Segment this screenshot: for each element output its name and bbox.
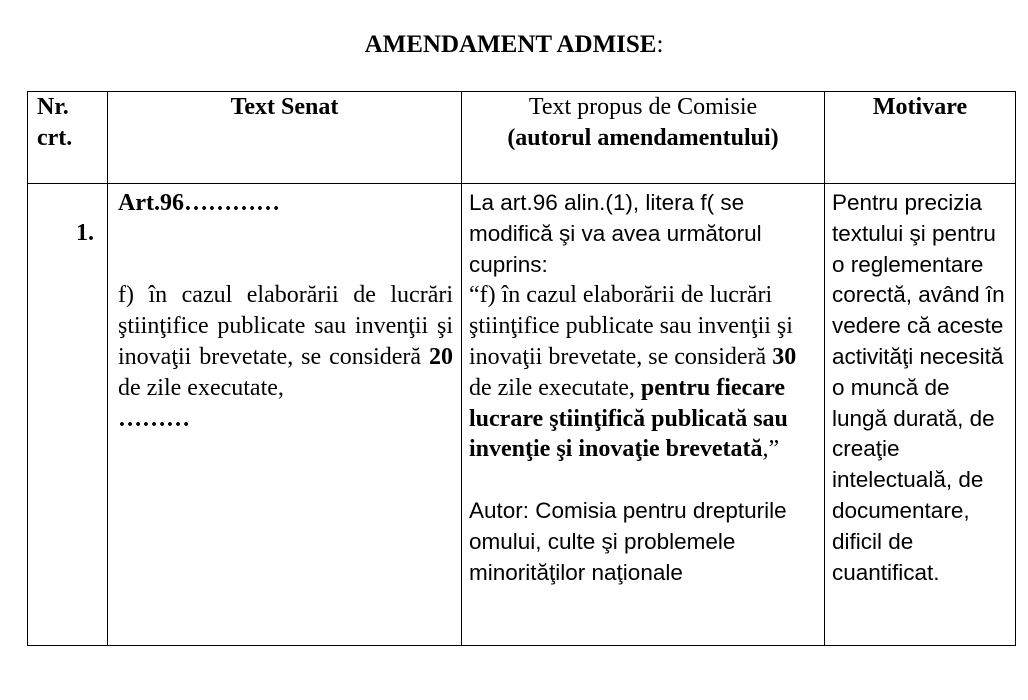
propus-text-cell (462, 184, 825, 646)
amendments-table (27, 91, 1016, 646)
senat-days: 20 (429, 343, 453, 370)
propus-quote (469, 280, 816, 465)
header-text-propus (462, 92, 825, 184)
senat-article-label: Art.96………… (118, 190, 280, 216)
header-nr-line1: Nr. (37, 94, 69, 120)
motivare-cell (825, 184, 1016, 646)
header-motivare: Motivare (825, 92, 1016, 184)
propus-days: 30 (772, 343, 797, 370)
page-title (0, 30, 1028, 60)
propus-quote-end: ,” (762, 436, 780, 463)
title-colon: : (656, 31, 664, 58)
row-number: 1. (76, 220, 94, 246)
propus-quote-before: “f) în cazul elaborării de lucrări ştiinţifice publicate sau invenţii şi inovaţii brevetate, se consideră (469, 282, 793, 370)
header-nr-line2: crt. (37, 125, 73, 151)
propus-intro: La art.96 alin.(1), litera f( se modifică şi va avea următorul cuprins: (469, 190, 762, 277)
table-header-row (28, 92, 1016, 184)
senat-body (118, 280, 453, 403)
title-text: AMENDAMENT ADMISE (364, 31, 657, 58)
senat-ellipsis-text: ……… (118, 405, 190, 432)
table-row (28, 184, 1016, 646)
header-nr-crt (28, 92, 108, 184)
senat-body-after: de zile executate, (118, 374, 284, 401)
motivare-text: Pentru precizia textului şi pentru o reglementare corectă, având în vedere că aceste activităţi necesită o muncă de lungă durată, de creaţie intelectuală, de documentare, dificil de cuantificat. (832, 190, 1005, 585)
senat-body-before: f) în cazul elaborării de lucrări ştiinţifice publicate sau invenţii şi inovaţii brevetate, se consideră (118, 282, 453, 370)
propus-quote-mid: de zile executate, (469, 374, 635, 401)
propus-author: Autor: Comisia pentru drepturile omului, culte şi problemele minorităţilor naţionale (469, 497, 787, 585)
senat-ellipsis (118, 404, 453, 435)
senat-text-cell (108, 184, 462, 646)
senat-article (118, 188, 453, 219)
header-text-senat: Text Senat (108, 92, 462, 184)
propus-bold-addition: pentru fiecare lucrare ştiinţifică publicată sau invenţie şi inovaţie brevetată (469, 374, 788, 463)
header-propus-line2: (autorul amendamentului) (507, 125, 779, 151)
header-propus-line1: Text propus de Comisie (528, 94, 758, 120)
row-number-cell (28, 184, 108, 646)
